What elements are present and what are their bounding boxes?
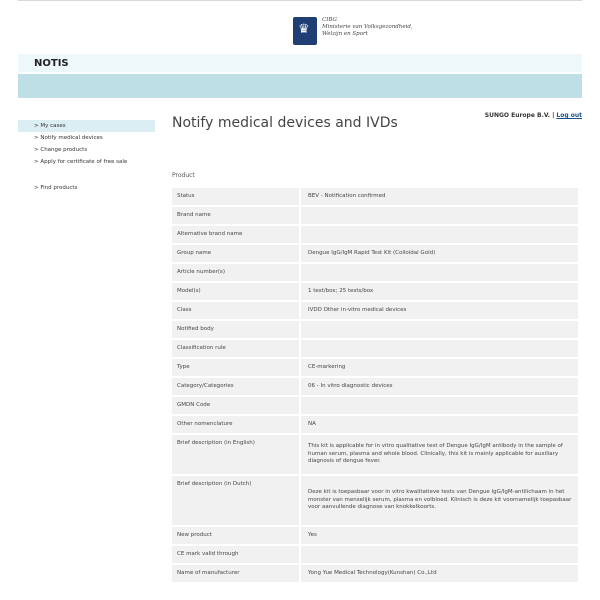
row-value: BEV - Notification confirmed xyxy=(299,188,578,205)
row-value: Deze kit is toepasbaar voor in vitro kwalitatieve tests van Dengue IgG/IgM-antilichaam in het monster van menselijk serum, plasma en volbloed. Klinisch is deze kit voornamelijk toepasbaar voor aanvullende diagnose van knokkelkoorts. xyxy=(299,476,578,525)
row-value: 1 test/box; 25 tests/box xyxy=(299,283,578,300)
sidebar-item-apply-certificate[interactable]: > Apply for certificate of free sale xyxy=(34,159,128,165)
sidebar-item-change-products[interactable]: > Change products xyxy=(34,147,88,153)
row-label: CE mark valid through xyxy=(172,546,299,563)
table-row xyxy=(172,283,578,300)
row-label: Group name xyxy=(172,245,299,262)
row-label: Notified body xyxy=(172,321,299,338)
table-row xyxy=(172,264,578,281)
user-info xyxy=(485,112,582,119)
row-label: Type xyxy=(172,359,299,376)
table-row xyxy=(172,527,578,544)
row-label: Category/Categories xyxy=(172,378,299,395)
row-value: NA xyxy=(299,416,578,433)
app-header xyxy=(18,54,582,72)
row-value: Yong Yue Medical Technology(Kunshan) Co.,Ltd xyxy=(299,565,578,582)
table-row xyxy=(172,416,578,433)
logo-line-3: Welzijn en Sport xyxy=(322,31,368,37)
app-name: NOTIS xyxy=(34,58,69,69)
company-name: SUNGO Europe B.V. xyxy=(484,112,551,119)
table-row xyxy=(172,546,578,563)
sidebar-item-notify-medical-devices[interactable]: > Notify medical devices xyxy=(34,135,103,141)
table-row xyxy=(172,435,578,474)
coat-of-arms-icon: ♛ xyxy=(293,17,317,45)
table-row xyxy=(172,302,578,319)
table-row xyxy=(172,565,578,582)
table-row xyxy=(172,476,578,525)
row-value: IVDD Other in-vitro medical devices xyxy=(299,302,578,319)
row-value xyxy=(299,397,578,414)
user-separator: | xyxy=(552,112,555,119)
table-row xyxy=(172,245,578,262)
row-label: Status xyxy=(172,188,299,205)
table-row xyxy=(172,359,578,376)
row-value: This kit is applicable for in vitro qualitative test of Dengue IgG/IgM antibody in the sample of human serum, plasma and whole blood. Clinically, this kit is mainly applicable for auxiliary diagnosis of dengue fever. xyxy=(299,435,578,474)
logout-link[interactable]: Log out xyxy=(556,112,582,119)
table-row xyxy=(172,226,578,243)
row-label: New product xyxy=(172,527,299,544)
row-label: Class xyxy=(172,302,299,319)
row-value: 06 - In vitro diagnostic devices xyxy=(299,378,578,395)
row-label: Article number(s) xyxy=(172,264,299,281)
sidebar-item-find-products[interactable]: > Find products xyxy=(34,185,78,191)
row-value: Dengue IgG/IgM Rapid Test Kit (Colloidal Gold) xyxy=(299,245,578,262)
table-row xyxy=(172,321,578,338)
row-value: CE-markering xyxy=(299,359,578,376)
sidebar-item-my-cases[interactable]: > My cases xyxy=(18,120,155,132)
row-label: Alternative brand name xyxy=(172,226,299,243)
page-title: Notify medical devices and IVDs xyxy=(172,115,398,131)
header-banner xyxy=(18,74,582,98)
row-label: Brand name xyxy=(172,207,299,224)
ministry-logo-text xyxy=(322,17,413,38)
row-value xyxy=(299,546,578,563)
row-label: Classification rule xyxy=(172,340,299,357)
sidebar-spacer xyxy=(18,168,155,182)
row-label: Name of manufacturer xyxy=(172,565,299,582)
table-row xyxy=(172,207,578,224)
row-value xyxy=(299,264,578,281)
row-label: GMDN Code xyxy=(172,397,299,414)
row-value xyxy=(299,226,578,243)
product-details-table xyxy=(172,186,578,584)
table-row xyxy=(172,397,578,414)
table-row xyxy=(172,340,578,357)
row-value: Yes xyxy=(299,527,578,544)
row-label: Brief description (in Dutch) xyxy=(172,476,299,525)
row-label: Other nomenclature xyxy=(172,416,299,433)
top-divider xyxy=(18,0,582,1)
logo-line-2: Ministerie van Volksgezondheid, xyxy=(322,24,413,30)
row-label: Model(s) xyxy=(172,283,299,300)
logo-line-1: CIBG xyxy=(322,17,337,23)
row-value xyxy=(299,207,578,224)
row-label: Brief description (in English) xyxy=(172,435,299,474)
ministry-logo xyxy=(293,17,453,45)
table-row xyxy=(172,378,578,395)
table-row xyxy=(172,188,578,205)
row-value xyxy=(299,321,578,338)
sidebar-nav xyxy=(18,120,155,194)
row-value xyxy=(299,340,578,357)
section-label: Product xyxy=(172,172,195,179)
